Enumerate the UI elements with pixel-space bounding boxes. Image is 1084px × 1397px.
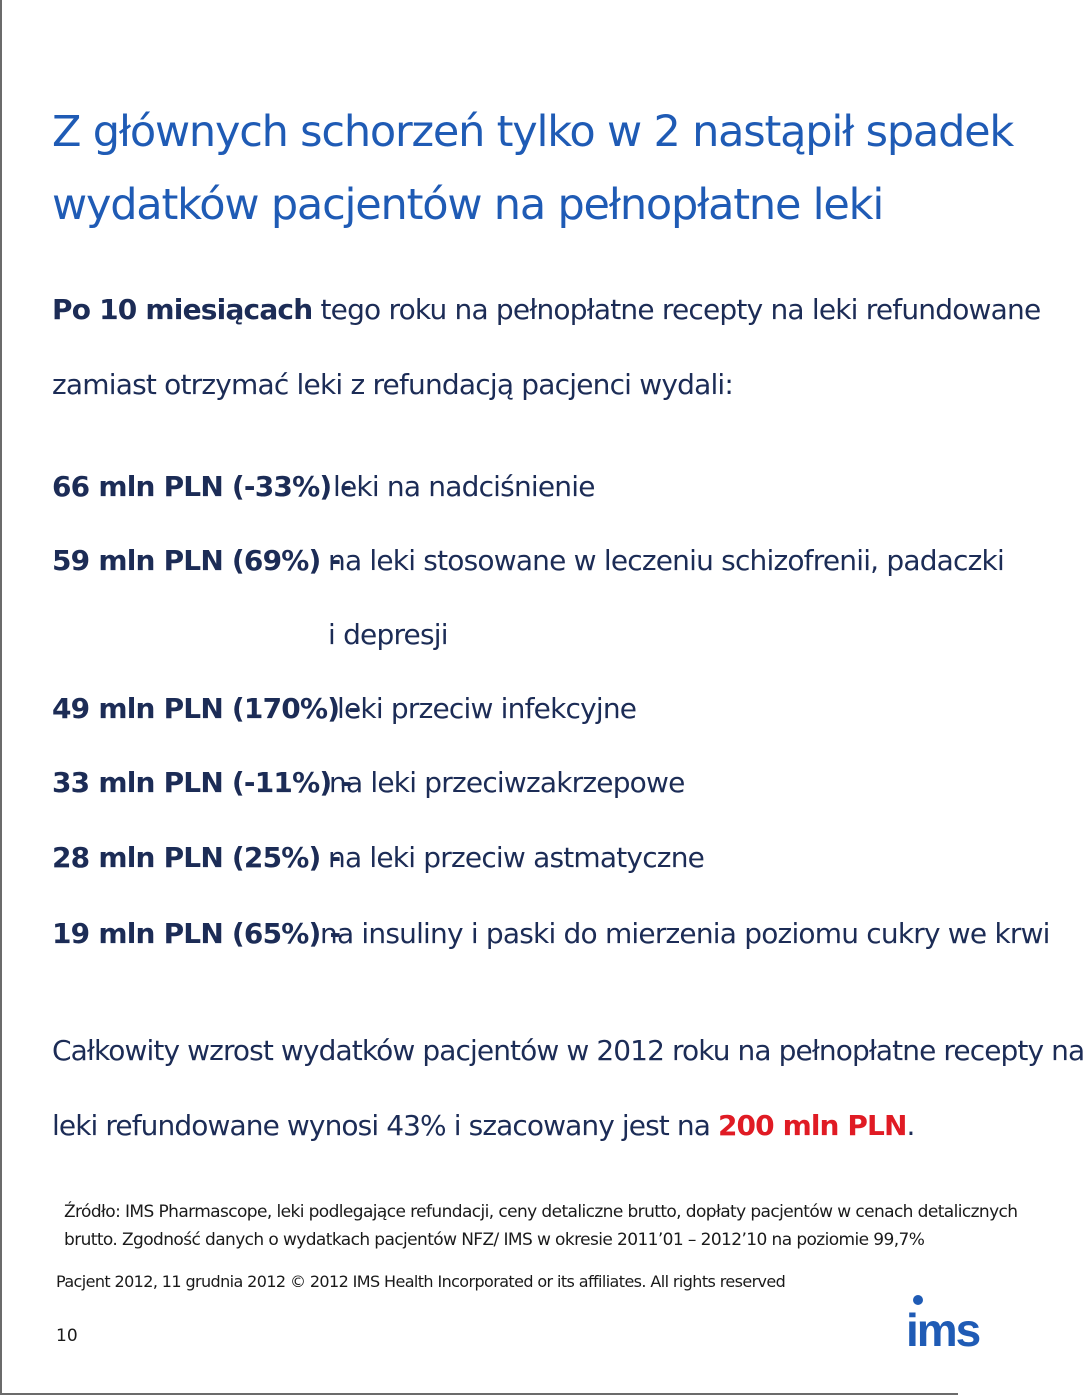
- item-amount: 66 mln PLN (-33%) -: [52, 470, 352, 503]
- total-paragraph: [52, 1013, 1084, 1163]
- total-prefix: leki refundowane wynosi 43% i szacowany jest na: [52, 1109, 718, 1142]
- item-amount: 59 mln PLN (69%) -: [52, 544, 341, 577]
- total-line-2: [52, 1088, 957, 1163]
- list-item: [52, 838, 962, 878]
- intro-line-1: [52, 272, 1041, 347]
- ims-logo: [906, 1290, 980, 1360]
- slide-title: [52, 96, 1014, 242]
- total-line-1: Całkowity wzrost wydatków pacjentów w 2012 roku na pełnopłatne recepty na: [52, 1034, 1084, 1067]
- list-item: [52, 467, 962, 507]
- total-highlight: 200 mln PLN: [717, 1109, 907, 1142]
- footer-copyright: Pacjent 2012, 11 grudnia 2012 © 2012 IMS Health Incorporated or its affiliates. All rights reserved: [56, 1272, 786, 1291]
- item-amount: 19 mln PLN (65%) -: [52, 917, 341, 950]
- logo-text: ims: [906, 1304, 980, 1356]
- item-amount: 49 mln PLN (170%) -: [52, 692, 359, 725]
- intro-paragraph: [52, 272, 1041, 422]
- item-description: na leki przeciw astmatyczne: [328, 841, 705, 874]
- intro-bold: Po 10 miesiącach: [52, 293, 313, 326]
- item-amount: 33 mln PLN (-11%) -: [52, 766, 352, 799]
- item-description: na leki przeciwzakrzepowe: [329, 766, 685, 799]
- title-line-2: wydatków pacjentów na pełnopłatne leki: [52, 180, 884, 230]
- intro-line-2: zamiast otrzymać leki z refundacją pacjenci wydali:: [52, 368, 734, 401]
- source-note: [64, 1198, 1018, 1254]
- page-number: 10: [56, 1326, 78, 1346]
- item-description: leki na nadciśnienie: [333, 470, 595, 503]
- source-line-1: Źródło: IMS Pharmascope, leki podlegające refundacji, ceny detaliczne brutto, dopłaty pacjentów w cenach detalicznych: [64, 1202, 1018, 1222]
- list-item: [52, 914, 1050, 954]
- list-item: [52, 763, 962, 803]
- list-item: [52, 541, 1004, 581]
- source-line-2: brutto. Zgodność danych o wydatkach pacjentów NFZ/ IMS w okresie 2011’01 – 2012’10 na poziomie 99,7%: [64, 1230, 925, 1250]
- item-amount: 28 mln PLN (25%) -: [52, 841, 341, 874]
- item-description: leki przeciw infekcyjne: [337, 692, 637, 725]
- total-suffix: .: [906, 1109, 915, 1142]
- list-item-continuation: [52, 615, 962, 655]
- title-line-1: Z głównych schorzeń tylko w 2 nastąpił spadek: [52, 107, 1014, 157]
- list-item: [52, 689, 962, 729]
- intro-rest: tego roku na pełnopłatne recepty na leki refundowane: [312, 293, 1041, 326]
- item-description-cont: i depresji: [328, 618, 448, 651]
- item-description: na insuliny i paski do mierzenia poziomu cukry we krwi: [320, 917, 1050, 950]
- item-description: na leki stosowane w leczeniu schizofrenii, padaczki: [328, 544, 1004, 577]
